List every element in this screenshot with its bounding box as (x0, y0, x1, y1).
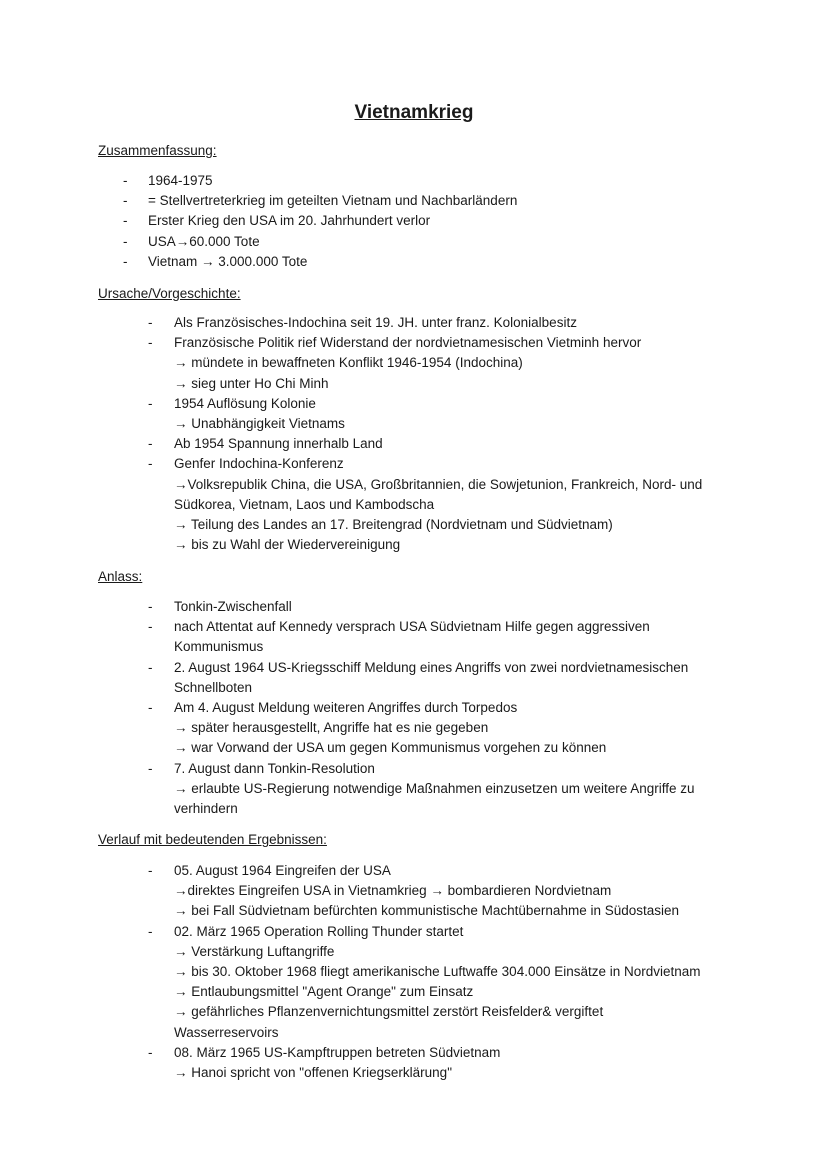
list-bullet: - (148, 315, 153, 330)
list-item: Französische Politik rief Widerstand der nordvietnamesischen Vietminh hervor (174, 335, 642, 351)
list-bullet: - (148, 599, 153, 614)
list-item: Wasserreservoirs (174, 1024, 279, 1040)
list-item: Kommunismus (174, 639, 264, 655)
list-bullet: - (123, 213, 128, 229)
list-item: = Stellvertreterkrieg im geteilten Vietnam und Nachbarländern (148, 193, 518, 209)
list-item: 02. März 1965 Operation Rolling Thunder startet (174, 923, 464, 939)
list-item: →Volksrepublik China, die USA, Großbritannien, die Sowjetunion, Frankreich, Nord- und (174, 476, 703, 492)
list-bullet: - (123, 173, 128, 188)
list-item: 2. August 1964 US-Kriegsschiff Meldung eines Angriffs von zwei nordvietnamesischen (174, 659, 689, 675)
list-item: → sieg unter Ho Chi Minh (174, 375, 329, 391)
list-bullet: - (123, 193, 128, 209)
list-bullet: - (148, 863, 153, 878)
list-item: →direktes Eingreifen USA in Vietnamkrieg → bombardieren Nordvietnam (174, 883, 612, 899)
list-item: Südkorea, Vietnam, Laos und Kambodscha (174, 496, 435, 512)
list-bullet: - (148, 760, 153, 776)
list-item: → erlaubte US-Regierung notwendige Maßnahmen einzusetzen um weitere Angriffe zu (174, 780, 695, 796)
list-item: Erster Krieg den USA im 20. Jahrhundert verlor (148, 213, 431, 229)
list-item: → Hanoi spricht von "offenen Kriegserklärung" (174, 1065, 452, 1080)
list-item: → bis zu Wahl der Wiedervereinigung (174, 537, 401, 553)
list-item: → Teilung des Landes an 17. Breitengrad (Nordvietnam und Südvietnam) (174, 517, 613, 532)
list-item: → Entlaubungsmittel "Agent Orange" zum Einsatz (174, 984, 474, 1000)
list-item: Tonkin-Zwischenfall (174, 599, 292, 614)
list-item: → mündete in bewaffneten Konflikt 1946-1954 (Indochina) (174, 355, 523, 371)
list-item: 1964-1975 (148, 173, 213, 188)
list-item: → Verstärkung Luftangriffe (174, 943, 335, 959)
list-bullet: - (123, 233, 128, 249)
list-item: → war Vorwand der USA um gegen Kommunismus vorgehen zu können (174, 740, 607, 756)
list-item: Am 4. August Meldung weiteren Angriffes durch Torpedos (174, 700, 518, 715)
list-item: Ab 1954 Spannung innerhalb Land (174, 436, 383, 452)
section-heading: Anlass: (98, 569, 143, 584)
list-bullet: - (123, 253, 128, 269)
list-item: → später herausgestellt, Angriffe hat es nie gegeben (174, 720, 489, 736)
list-item: 08. März 1965 US-Kampftruppen betreten Südvietnam (174, 1044, 501, 1060)
list-item: Als Französisches-Indochina seit 19. JH. unter franz. Kolonialbesitz (174, 315, 577, 330)
list-item: 05. August 1964 Eingreifen der USA (174, 863, 391, 878)
list-bullet: - (148, 395, 153, 411)
list-bullet: - (148, 700, 153, 715)
page-title: Vietnamkrieg (354, 102, 474, 123)
list-item: → Unabhängigkeit Vietnams (174, 416, 345, 431)
list-item: Schnellboten (174, 679, 253, 695)
list-item: nach Attentat auf Kennedy versprach USA Südvietnam Hilfe gegen aggressiven (174, 619, 650, 635)
list-item: Genfer Indochina-Konferenz (174, 456, 344, 472)
list-bullet: - (148, 659, 153, 675)
list-bullet: - (148, 456, 153, 472)
list-item: 7. August dann Tonkin-Resolution (174, 760, 375, 776)
list-bullet: - (148, 335, 153, 351)
list-item: → bei Fall Südvietnam befürchten kommunistische Machtübernahme in Südostasien (174, 903, 680, 919)
list-bullet: - (148, 923, 153, 939)
list-item: Vietnam → 3.000.000 Tote (148, 253, 308, 269)
list-bullet: - (148, 436, 153, 452)
section-heading: Ursache/Vorgeschichte: (98, 286, 241, 301)
list-item: USA→60.000 Tote (148, 233, 260, 249)
list-bullet: - (148, 619, 153, 635)
list-item: 1954 Auflösung Kolonie (174, 395, 316, 411)
section-heading: Verlauf mit bedeutenden Ergebnissen: (98, 832, 327, 847)
list-item: → gefährliches Pflanzenvernichtungsmittel zerstört Reisfelder& vergiftet (174, 1004, 604, 1020)
section-heading: Zusammenfassung: (98, 143, 217, 158)
list-item: → bis 30. Oktober 1968 fliegt amerikanische Luftwaffe 304.000 Einsätze in Nordvietnam (174, 964, 701, 979)
list-bullet: - (148, 1044, 153, 1060)
list-item: verhindern (174, 801, 238, 816)
